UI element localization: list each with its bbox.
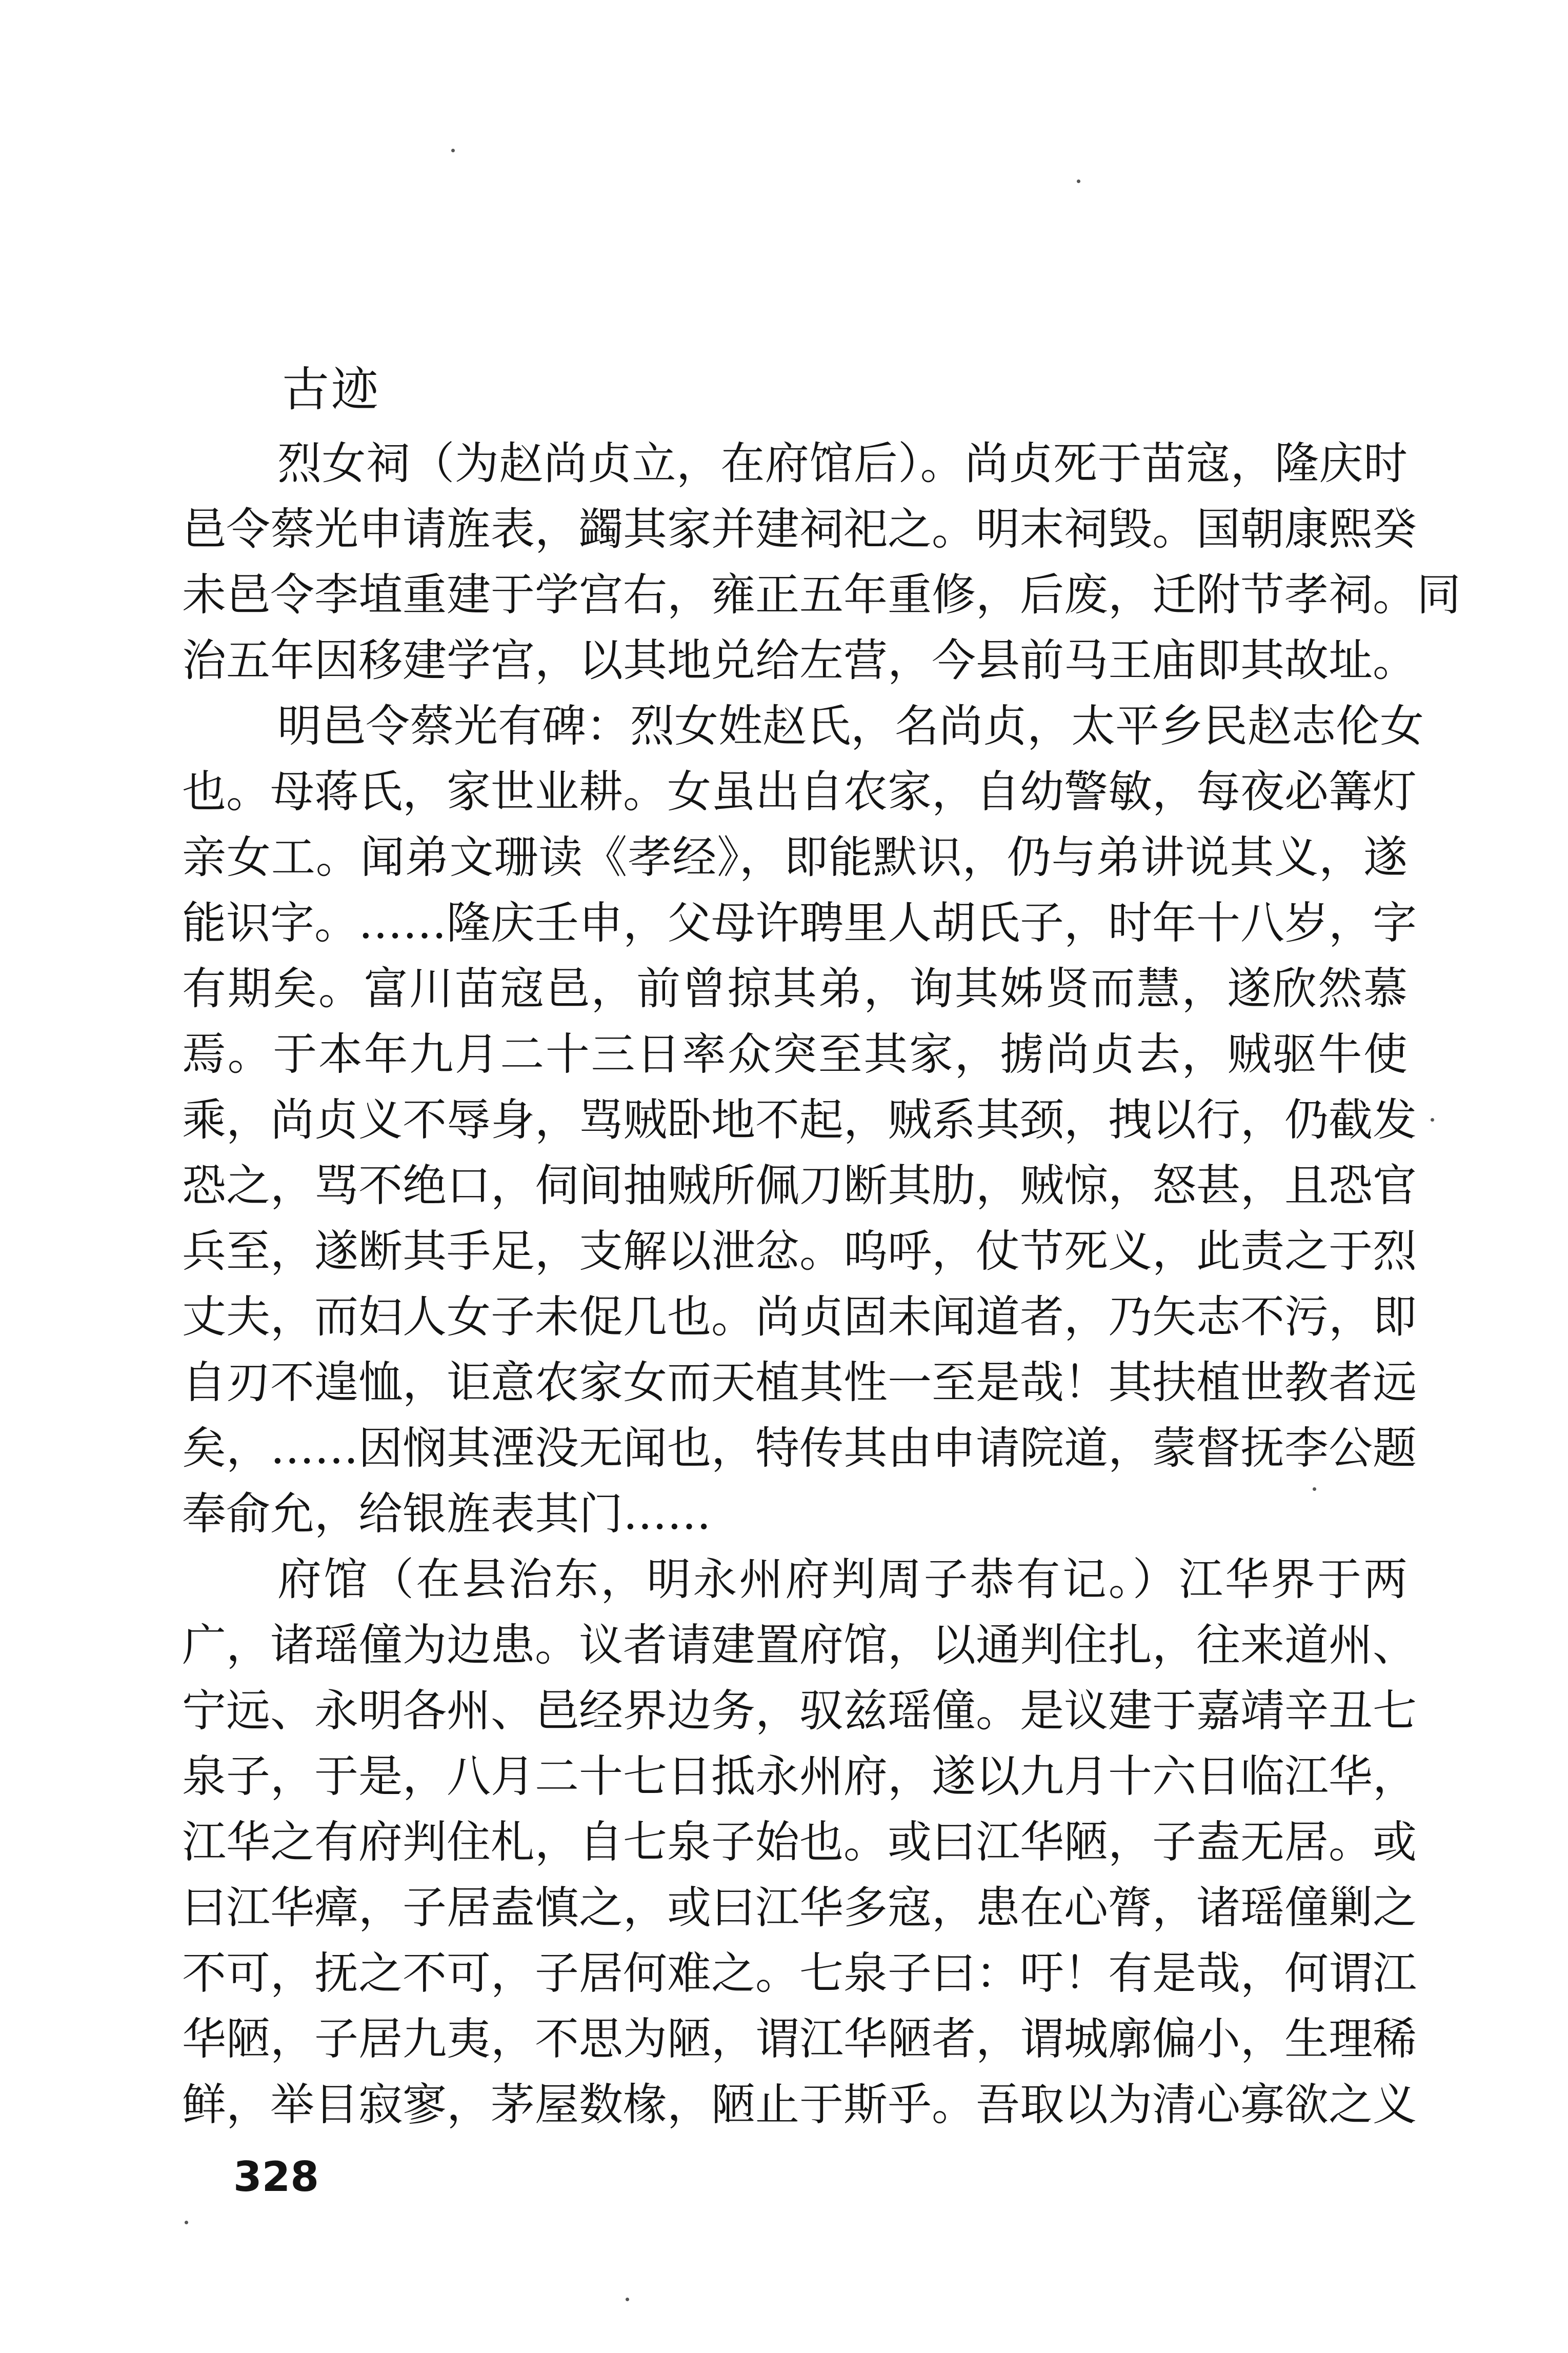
text-line: 也。母蒋氏，家世业耕。女虽出自农家，自幼警敏，每夜必篝灯 [182,766,1417,817]
text-line: 鲜，举目寂寥，茅屋数椽，陋止于斯乎。吾取以为清心寡欲之义 [182,2079,1417,2130]
text-line: 奉俞允，给银旌表其门…… [182,1488,711,1540]
page-number: 328 [233,2153,319,2201]
scan-speck [1431,1118,1434,1122]
text-line: 治五年因移建学宫，以其地兑给左营，今县前马王庙即其故址。 [182,635,1417,686]
text-line: 恐之，骂不绝口，伺间抽贼所佩刀断其肋，贼惊，怒甚，且恐官 [182,1160,1417,1211]
text-line: 未邑令李埴重建于学宫右，雍正五年重修，后废，迁附节孝祠。同 [182,569,1461,621]
text-line: 能识字。……隆庆壬申，父母许聘里人胡氏子，时年十八岁，字 [182,898,1417,949]
scan-speck [185,2221,188,2224]
text-line: 广，诸瑶僮为边患。议者请建置府馆，以通判住扎，往来道州、 [182,1620,1417,1671]
text-line: 矣，……因悯其湮没无闻也，特传其由申请院道，蒙督抚李公题 [182,1423,1417,1474]
text-line: 亲女工。闻弟文珊读《孝经》，即能默识，仍与弟讲说其义，遂 [182,832,1408,883]
text-line: 焉。于本年九月二十三日率众突至其家，掳尚贞去，贼驱牛使 [182,1029,1408,1080]
text-line: 华陋，子居九夷，不思为陋，谓江华陋者，谓城廓偏小，生理稀 [182,2013,1417,2065]
text-line: 乘，尚贞义不辱身，骂贼卧地不起，贼系其颈，拽以行，仍截发 [182,1094,1417,1146]
text-line: 曰江华瘴，子居盍慎之，或曰江华多寇，患在心膂，诸瑶僮剿之 [182,1882,1417,1933]
text-line: 不可，抚之不可，子居何难之。七泉子曰：吁！有是哉，何谓江 [182,1948,1417,1999]
scan-speck [1313,1487,1316,1491]
scan-speck [1077,180,1080,183]
text-line: 有期矣。富川苗寇邑，前曾掠其弟，询其姊贤而慧，遂欣然慕 [182,963,1408,1014]
scan-speck [451,149,455,152]
text-line: 宁远、永明各州、邑经界边务，驭兹瑶僮。是议建于嘉靖辛丑七 [182,1685,1417,1737]
text-line: 丈夫，而妇人女子未促几也。尚贞固未闻道者，乃矢志不污，即 [182,1291,1417,1343]
text-line: 邑令蔡光申请旌表，蠲其家并建祠祀之。明末祠毁。国朝康熙癸 [182,504,1417,555]
text-line: 烈女祠（为赵尚贞立，在府馆后）。尚贞死于苗寇，隆庆时 [277,438,1408,489]
text-line: 府馆（在县治东，明永州府判周子恭有记。）江华界于两 [277,1554,1408,1605]
text-line: 自刃不遑恤，讵意农家女而天植其性一至是哉！其扶植世教者远 [182,1357,1417,1408]
section-title: 古迹 [282,362,381,417]
text-line: 明邑令蔡光有碑：烈女姓赵氏，名尚贞，太平乡民赵志伦女 [277,701,1424,752]
scan-speck [626,2298,629,2301]
text-line: 泉子，于是，八月二十七日抵永州府，遂以九月十六日临江华， [182,1751,1417,1802]
body-text [182,431,1461,2138]
text-line: 兵至，遂断其手足，支解以泄忿。呜呼，仗节死义，此责之于烈 [182,1226,1417,1277]
text-line: 江华之有府判住札，自七泉子始也。或曰江华陋，子盍无居。或 [182,1817,1417,1868]
